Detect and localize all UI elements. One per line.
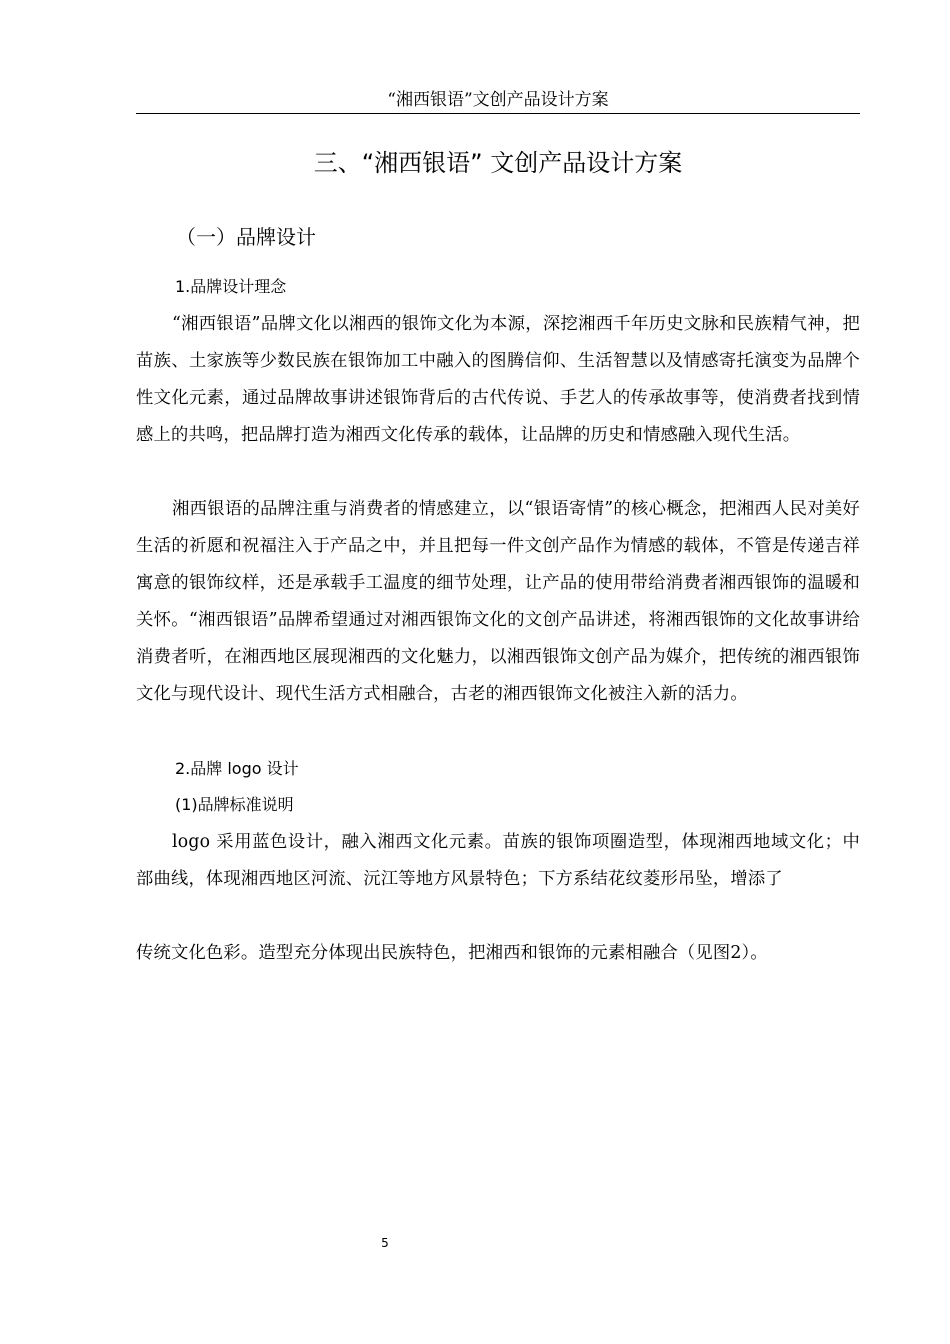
subsection-heading-logo-design: 2.品牌 logo 设计 bbox=[175, 759, 299, 778]
paragraph-logo-description-1: logo 采用蓝色设计，融入湘西文化元素。苗族的银饰项圈造型，体现湘西地域文化；中部曲线，体现湘西地区河流、沅江等地方风景特色；下方系结花纹菱形吊坠，增添了 bbox=[136, 832, 860, 889]
subsection-heading-brand-concept: 1.品牌设计理念 bbox=[175, 277, 287, 296]
paragraph-brand-concept-1: “湘西银语”品牌文化以湘西的银饰文化为本源，深挖湘西千年历史文脉和民族精气神，把苗族、土家族等少数民族在银饰加工中融入的图腾信仰、生活智慧以及情感寄托演变为品牌个性文化元素，通过品牌故事讲述银饰背后的古代传说、手艺人的传承故事等，使消费者找到情感上的共鸣，把品牌打造为湘西文化传承的载体，让品牌的历史和情感融入现代生活。 bbox=[136, 314, 860, 445]
running-header: “湘西银语”文创产品设计方案 bbox=[387, 90, 609, 110]
chapter-title: 三、“湘西银语” 文创产品设计方案 bbox=[313, 149, 683, 177]
subsection-subheading-brand-standard: (1)品牌标准说明 bbox=[175, 795, 294, 814]
paragraph-logo-description-2: 传统文化色彩。造型充分体现出民族特色，把湘西和银饰的元素相融合（见图2）。 bbox=[136, 943, 768, 963]
paragraph-brand-concept-2: 湘西银语的品牌注重与消费者的情感建立，以“银语寄情”的核心概念，把湘西人民对美好生活的祈愿和祝福注入于产品之中，并且把每一件文创产品作为情感的载体，不管是传递吉祥寓意的银饰纹样，还是承载手工温度的细节处理，让产品的使用带给消费者湘西银饰的温暖和关怀。“湘西银语”品牌希望通过对湘西银饰文化的文创产品讲述，将湘西银饰的文化故事讲给消费者听，在湘西地区展现湘西的文化魅力，以湘西银饰文创产品为媒介，把传统的湘西银饰文化与现代设计、现代生活方式相融合，古老的湘西银饰文化被注入新的活力。 bbox=[136, 499, 860, 704]
page-number: 5 bbox=[381, 1236, 389, 1250]
header-divider bbox=[136, 113, 860, 114]
section-title: （一）品牌设计 bbox=[176, 225, 316, 249]
